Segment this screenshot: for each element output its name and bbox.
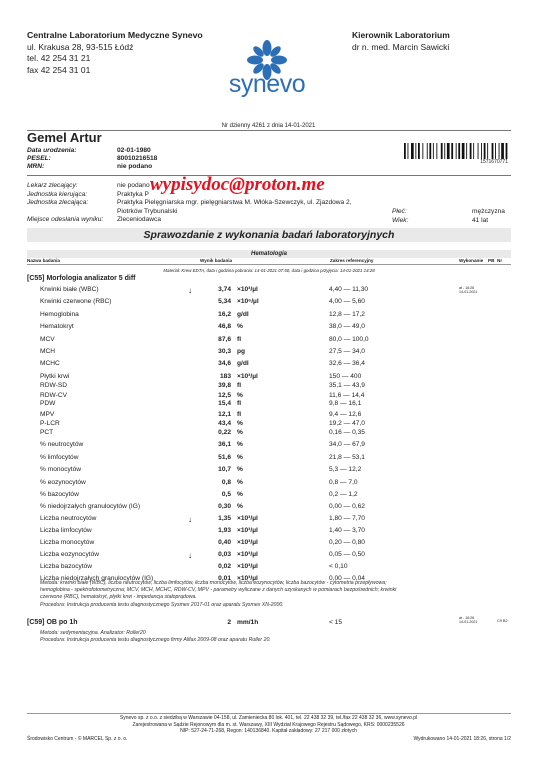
test-reference-range: 21,8 — 53,1: [329, 454, 365, 461]
method-line: Procedura: Instrukcja producenta testu diagnostycznego Sysmex 2017-01 oraz aparatu Sysmex XN-2000.: [40, 601, 284, 608]
order-line: Nr dzienny 4261 z dnia 14-01-2021: [221, 123, 316, 129]
field-label: PESEL:: [27, 155, 51, 162]
test-value: 1,93: [218, 527, 231, 534]
test-value: 34,6: [218, 360, 231, 367]
footer-line: NIP: 527-24-71-268, Regon: 140136840. Kapitał zakładowy: 27 217 000 złotych: [180, 728, 357, 734]
test-value: 43,4: [218, 420, 231, 427]
age-value: 41 lat: [472, 216, 489, 224]
lab-name: Centralne Laboratorium Medyczne Synevo: [27, 30, 203, 40]
ordering-unit: Praktyka Pielęgniarska mgr. pielęgniarstwa M. Włóka-Szewczyk, ul. Zjazdowa 2,: [117, 199, 352, 207]
test-unit: ×10³/µl: [237, 286, 258, 293]
method-line: Metoda: sedymentacyjna. Analizator: Roller20: [40, 630, 146, 636]
test-reference-range: 27,5 — 34,0: [329, 348, 365, 355]
test-unit: fl: [237, 411, 242, 418]
report-title: Sprawozdanie z wykonania badań laboratoryjnych: [27, 228, 511, 242]
table-row: [0, 373, 537, 382]
test-unit: %: [237, 466, 243, 473]
table-row: [0, 515, 537, 524]
panel-timestamp: [459, 286, 477, 294]
divider: [27, 713, 511, 714]
test-reference-range: 0,8 — 7,0: [329, 479, 358, 486]
panel2-value: 2: [227, 619, 231, 626]
test-name: MCH: [40, 348, 56, 355]
table-row: [0, 400, 537, 409]
footer-line: Synevo sp. z o.o. z siedzibą w Warszawie 04-158, ul. Zamieniecka 80 lok. 401, tel. 22 438 32 39, tel./fax 22 438 32 36, www.synevo.pl: [119, 715, 418, 721]
table-row: [0, 563, 537, 572]
field-label: MRN:: [27, 163, 45, 170]
test-value: 0,22: [218, 429, 231, 436]
test-reference-range: 35,1 — 43,9: [329, 382, 365, 389]
test-unit: ×10³/µl: [237, 575, 258, 582]
col-nr: Nr: [497, 258, 503, 263]
test-name: Hematokryt: [40, 323, 74, 330]
test-value: 39,8: [218, 382, 231, 389]
test-name: Liczba eozynocytów: [40, 551, 100, 558]
method-line: Procedura: Instrukcja producenta testu diagnostycznego firmy Alifax 2009-08 oraz aparatu Roller 20.: [40, 637, 271, 644]
test-unit: g/dl: [237, 311, 249, 318]
test-value: 36,1: [218, 441, 231, 448]
test-value: 51,6: [218, 454, 231, 461]
test-value: 0,40: [218, 539, 231, 546]
table-row: [0, 336, 537, 345]
test-value: 0,5: [221, 491, 231, 498]
test-reference-range: 0,20 — 0,80: [329, 539, 365, 546]
table-row: [0, 503, 537, 512]
lab-phone: tel. 42 254 31 21: [27, 53, 91, 63]
test-value: 0,02: [218, 563, 231, 570]
timestamp-time: at - 16:26: [459, 616, 475, 620]
test-value: 87,6: [218, 336, 231, 343]
result-destination: Zleceniodawca: [117, 216, 161, 224]
test-name: RDW-CV: [40, 392, 67, 399]
test-value: 3,74: [218, 286, 231, 293]
panel2-timestamp: [459, 616, 477, 624]
test-reference-range: 11,6 — 14,4: [329, 392, 365, 399]
table-row: [0, 429, 537, 438]
test-reference-range: 38,0 — 49,0: [329, 323, 365, 330]
section-title: Hematologia: [27, 250, 511, 258]
timestamp-date: 14-01-2021: [459, 290, 478, 294]
table-row: [0, 348, 537, 357]
test-name: % eozynocytów: [40, 479, 86, 486]
test-unit: %: [237, 441, 243, 448]
table-row: [0, 311, 537, 320]
test-reference-range: 0,16 — 0,35: [329, 429, 365, 436]
test-unit: fl: [237, 400, 242, 407]
test-reference-range: 0,00 — 0,62: [329, 503, 365, 510]
method-line: Metoda: krwinki białe (WBC), liczba neutrocytów, liczba limfocytów, liczba monocytów, liczba eozynocytów, liczba bazocytów - cytometria przepływowa;: [40, 580, 387, 586]
test-reference-range: 5,3 — 12,2: [329, 466, 362, 473]
test-value: 12,1: [218, 411, 231, 418]
test-value: 0,8: [221, 479, 231, 486]
patient-name: Gemel Artur: [27, 130, 102, 145]
test-value: 16,2: [218, 311, 231, 318]
test-name: % monocytów: [40, 466, 82, 473]
col-ref: Zakres referencyjny: [330, 258, 374, 263]
test-unit: %: [237, 454, 243, 461]
test-name: % bazocytów: [40, 491, 79, 498]
field-label: Lekarz zlecający:: [27, 182, 78, 189]
table-row: [0, 539, 537, 548]
method-line: hemoglobina - spektrofotometryczna; MCV, MCH, MCHC, RDW-CV, MPV - parametry wyliczane z danych uzyskanych w pomiarach bezpośrednich; krwinki: [40, 587, 397, 594]
director-name: dr n. med. Marcin Sawicki: [352, 41, 450, 52]
table-row: [0, 479, 537, 488]
field-label: Wiek:: [392, 216, 409, 224]
table-row: [0, 286, 537, 295]
method-note: [40, 580, 510, 609]
table-row: [0, 298, 537, 307]
birth-date: 02-01-1980: [117, 147, 151, 154]
low-flag-arrow-icon: ↓: [188, 515, 192, 524]
col-performed: Wykonanie: [459, 258, 484, 263]
logo-wordmark: synevo: [228, 70, 306, 98]
test-value: 30,3: [218, 348, 231, 355]
table-row: [0, 527, 537, 536]
footer-software: Środowisko Centrum - © MARCEL Sp. z o. o.: [27, 736, 128, 742]
test-name: MCV: [40, 336, 55, 343]
test-unit: ×10³/µl: [237, 539, 258, 546]
table-row: [0, 360, 537, 369]
table-row: [0, 411, 537, 420]
test-name: MCHC: [40, 360, 60, 367]
test-name: Liczba neutrocytów: [40, 515, 97, 522]
test-reference-range: 34,0 — 67,9: [329, 441, 365, 448]
test-reference-range: 4,40 — 11,30: [329, 286, 369, 293]
test-unit: ×10³/µl: [237, 373, 258, 380]
barcode-number: 1571670771: [480, 159, 508, 165]
test-unit: %: [237, 491, 243, 498]
col-name: Nazwa badania: [27, 258, 60, 263]
test-reference-range: 80,0 — 100,0: [329, 336, 369, 343]
test-reference-range: < 0,10: [329, 563, 348, 570]
test-unit: ×10³/µl: [237, 527, 258, 534]
test-unit: fl: [237, 336, 242, 343]
field-label: Jednostka zlecająca:: [27, 199, 89, 207]
overlay-email: wypisydoc@proton.me: [150, 174, 325, 195]
test-unit: ×10⁶/µl: [237, 298, 259, 305]
col-result: Wynik badania: [200, 258, 233, 263]
director-title: Kierownik Laboratorium: [352, 30, 450, 40]
test-reference-range: 0,2 — 1,2: [329, 491, 358, 498]
test-name: Krwinki czerwone (RBC): [40, 298, 112, 305]
test-unit: %: [237, 392, 243, 399]
test-reference-range: 12,8 — 17,2: [329, 311, 365, 318]
test-name: Liczba niedojrzałych granulocytów (IG): [40, 575, 154, 582]
test-reference-range: 0,05 — 0,50: [329, 551, 365, 558]
table-row: [0, 323, 537, 332]
referring-unit: Praktyka P: [117, 190, 149, 198]
table-row: [0, 466, 537, 475]
panel2-ref: < 15: [329, 619, 343, 626]
test-unit: ×10³/µl: [237, 551, 258, 558]
table-row: [0, 454, 537, 463]
barcode-icon: [404, 143, 508, 159]
test-value: 0,30: [218, 503, 231, 510]
footer-company: [0, 715, 537, 735]
test-value: 0,01: [218, 575, 231, 582]
test-unit: %: [237, 479, 243, 486]
test-value: 10,7: [218, 466, 231, 473]
table-row: [0, 441, 537, 450]
test-name: % neutrocytów: [40, 441, 84, 448]
test-value: 5,34: [218, 298, 231, 305]
test-name: P-LCR: [40, 420, 60, 427]
test-name: Hemoglobina: [40, 311, 79, 318]
test-unit: %: [237, 429, 243, 436]
test-name: % limfocytów: [40, 454, 79, 461]
panel-title: [C55] Morfologia analizator 5 diff: [27, 275, 136, 282]
test-reference-range: 9,8 — 16,1: [329, 400, 362, 407]
panel2-title: [C59] OB po 1h: [27, 619, 78, 626]
test-unit: ×10³/µl: [237, 563, 258, 570]
lab-header: [27, 30, 203, 76]
director-block: [352, 30, 450, 53]
test-value: 46,8: [218, 323, 231, 330]
test-unit: %: [237, 503, 243, 510]
test-value: 12,5: [218, 392, 231, 399]
pesel: 80010216518: [117, 155, 158, 162]
test-name: PDW: [40, 400, 56, 407]
low-flag-arrow-icon: ↓: [188, 286, 192, 295]
test-reference-range: 150 — 400: [329, 373, 362, 380]
lab-fax: fax 42 254 31 01: [27, 64, 91, 75]
test-name: Płytki krwi: [40, 373, 70, 380]
test-name: MPV: [40, 411, 55, 418]
test-reference-range: 1,80 — 7,70: [329, 515, 365, 522]
test-unit: g/dl: [237, 360, 249, 367]
test-reference-range: 0,00 — 0,04: [329, 575, 365, 582]
test-name: RDW-SD: [40, 382, 67, 389]
field-label: Płeć:: [392, 208, 407, 215]
test-unit: %: [237, 323, 243, 330]
test-reference-range: 4,00 — 5,60: [329, 298, 365, 305]
col-pb: PB: [488, 258, 495, 263]
ordering-doctor: nie podano: [117, 182, 150, 189]
test-name: Krwinki białe (WBC): [40, 286, 99, 293]
low-flag-arrow-icon: ↓: [188, 551, 192, 560]
test-reference-range: 9,4 — 12,6: [329, 411, 362, 418]
test-unit: ×10³/µl: [237, 515, 258, 522]
lab-address: ul. Krakusa 28, 93-515 Łódź: [27, 41, 134, 52]
test-unit: %: [237, 420, 243, 427]
mrn: nie podano: [117, 163, 153, 170]
sex-value: mężczyzna: [472, 208, 505, 215]
table-row: [0, 420, 537, 429]
test-value: 1,35: [218, 515, 231, 522]
field-label: Miejsce odesłania wyniku:: [27, 216, 104, 224]
field-label: Jednostka kierująca:: [27, 190, 88, 198]
field-label: Data urodzenia:: [27, 147, 77, 154]
footer-printed: Wydrukowano 14-01-2021 18:26, strona 1/2: [413, 736, 511, 742]
test-name: Liczba bazocytów: [40, 563, 93, 570]
panel2-unit: mm/1h: [237, 619, 259, 626]
test-unit: fl: [237, 382, 242, 389]
timestamp-time: at - 16:26: [459, 286, 475, 290]
test-value: 15,4: [218, 400, 231, 407]
ordering-unit-city: Piotrków Trybunalski: [117, 207, 178, 215]
test-reference-range: 32,6 — 36,4: [329, 360, 365, 367]
test-reference-range: 19,2 — 47,0: [329, 420, 365, 427]
timestamp-date: 14-01-2021: [459, 620, 478, 624]
panel2-code: C9 B2: [497, 619, 508, 623]
divider: [27, 264, 511, 265]
method-line: czerwone (RBC), hematokryt, płytki krwi - impedancja stałoprądowa.: [40, 594, 197, 601]
test-name: % niedojrzałych granulocytów (IG): [40, 503, 141, 510]
test-name: PCT: [40, 429, 54, 436]
method-note: [40, 630, 510, 644]
test-reference-range: 1,40 — 3,70: [329, 527, 365, 534]
test-value: 0,03: [218, 551, 231, 558]
table-row: [0, 382, 537, 391]
test-name: Liczba limfocytów: [40, 527, 92, 534]
material-line: Materiał: Krew EDTA, data i godzina pobrania: 14-01-2021 07:50, data i godzina przyjęcia: 14-01-2021 14:28: [163, 268, 375, 273]
test-unit: pg: [237, 348, 246, 355]
table-row: [0, 491, 537, 500]
table-row: [0, 551, 537, 560]
test-value: 183: [219, 373, 231, 380]
test-name: Liczba monocytów: [40, 539, 95, 546]
footer-line: Zarejestrowana w Sądzie Rejonowym dla m. st. Warszawy, XIII Wydział Krajowego Rejestru Sądowego, KRS: 0000235526: [132, 721, 405, 728]
